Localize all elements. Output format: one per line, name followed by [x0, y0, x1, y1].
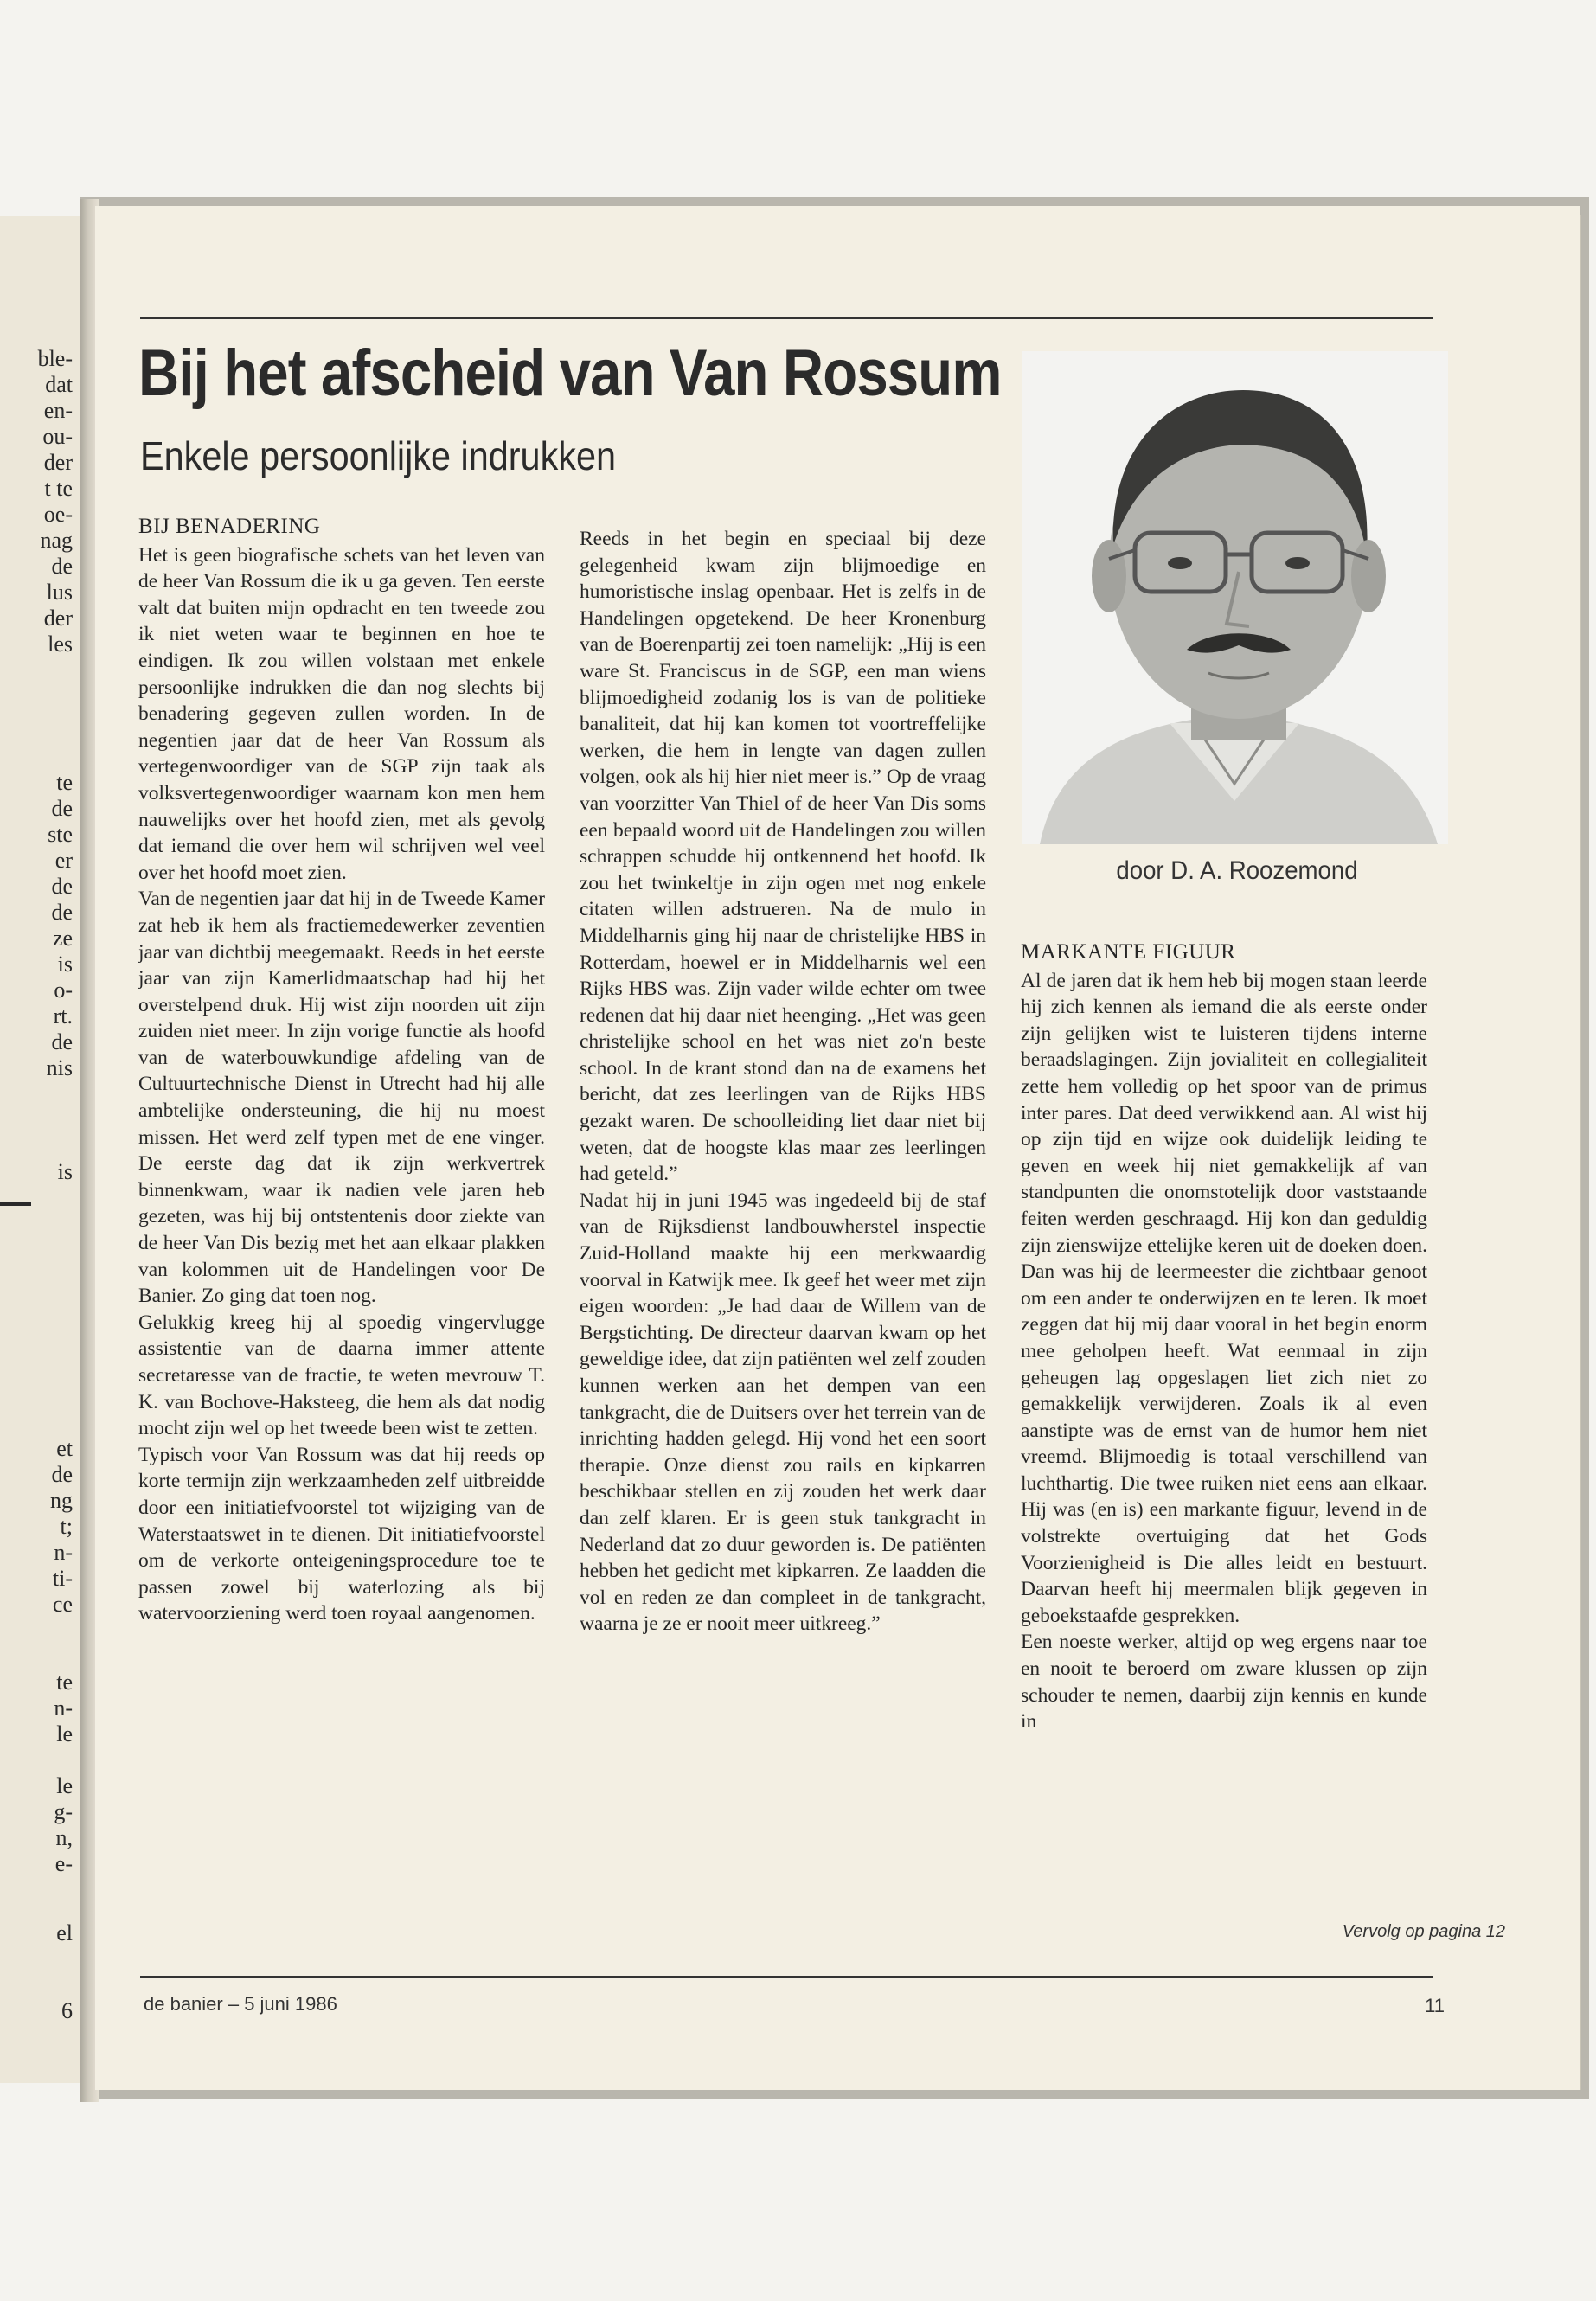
left-page-word-fragment: el [56, 1920, 73, 1945]
continued-on-page: Vervolg op pagina 12 [1342, 1922, 1505, 1941]
text-column-3 [1021, 939, 1427, 1735]
left-page-word-fragment: de [51, 900, 73, 925]
left-page-word-fragment: rt. [53, 1003, 73, 1029]
text-column-2 [580, 526, 986, 1638]
paragraph: Nadat hij in juni 1945 was ingedeeld bij de staf van de Rijksdienst landbouwherstel inspectie Zuid-Holland maakte hij een merkwaardig voorval in Katwijk mee. Ik geef het weer met zijn eigen woorden: „Je had daar de Willem van de Bergstichting. De directeur daarvan kwam op het geweldige idee, dat zijn patiënten wel zelf zouden kunnen werken aan het dempen van een tankgracht, die de Duitsers over het terrein van de inrichting hadden gelegd. Hij vond het een soort therapie. Onze dienst zou rails en kipkarren beschikbaar stellen en zij zouden het werk daar dan zelf klaren. Er is geen stuk tankgracht in Nederland dat zo duur geworden is. De patiënten hebben het gedicht met kipkarren. Ze laadden die vol en reden ze dan compleet in de tankgracht, waarna je ze er nooit meer uitkreeg.” [580, 1189, 986, 1636]
paragraph: Reeds in het begin en speciaal bij deze gelegenheid kwam zijn blijmoedige en humoristische inslag openbaar. Het is zelfs in de Handelingen opgetekend. De heer Kronenburg van de Boerenpartij zei toen namelijk: „Hij is een ware St. Franciscus in de SGP, een man wiens blijmoedigheid zodanig los is van de politieke banaliteit, dat hij kan komen tot voortreffelijke werken, die hem in lengte van dagen zullen volgen, ook als hij hier niet meer is.” Op de vraag van voorzitter Van Thiel of de heer Van Dis soms een bepaald woord uit de Handelingen zou willen schrappen schudde hij ontkennend het hoofd. Ik zou het twinkeltje in zijn ogen met nog enkele citaten willen adstrueren. Na de mulo in Middelharnis ging hij naar de christelijke HBS in Rotterdam, hoewel er in Middelharnis wel een Rijks HBS was. Zijn vader wilde echter om twee redenen dat hij daar niet heenging. „Het was geen christelijke school en het was niet zo'n beste school. In de krant stond dan na de examens het bericht, dat zes leerlingen van de Rijks HBS gezakt waren. De schoolleiding liet daar niet bij weten, dat de hoogste klas maar zes leerlingen had geteld.” [580, 528, 986, 1186]
left-page-word-fragment: et [56, 1436, 73, 1461]
left-page-word-fragment: les [48, 631, 73, 657]
left-page-word-fragment: der [43, 606, 73, 631]
left-page-word-fragment: ou- [42, 424, 73, 449]
paragraph: Van de negentien jaar dat hij in de Tweede Kamer zat heb ik hem als fractiemedewerker zeventien jaar van dichtbij meegemaakt. Reeds in het eerste jaar van zijn Kamerlidmaatschap had hij het overstelpend druk. Hij wist zijn noorden uit zijn zuiden niet meer. In zijn vorige functie als hoofd van de waterbouwkundige afdeling van de Cultuurtechnische Dienst in Utrecht had hij alle ambtelijke ondersteuning, die hij nu moest missen. Het werd zelf typen met de ene vinger. De eerste dag dat ik zijn werkvertrek binnenkwam, waar ik nadien vele jaren heb gezeten, was hij bij ontstentenis door ziekte van de heer Van Dis bezig met het aan elkaar plakken van kolommen uit de Handelingen voor De Banier. Zo ging dat toen nog. [138, 888, 545, 1308]
left-page-word-fragment: de [51, 554, 73, 579]
left-page-word-fragment: o- [54, 977, 73, 1003]
left-page-word-fragment: en- [43, 398, 73, 423]
left-page-word-fragment: de [51, 1029, 73, 1054]
left-page-word-fragment: le [56, 1773, 73, 1798]
left-page-word-fragment: nag [40, 528, 73, 553]
article-subtitle: Enkele persoonlijke indrukken [140, 433, 617, 478]
left-page-word-fragment: de [51, 1462, 73, 1487]
left-page-word-fragment: is [57, 1159, 73, 1184]
top-rule [140, 317, 1433, 319]
left-page-word-fragment: te [56, 770, 73, 795]
article-title: Bij het afscheid van Van Rossum [138, 336, 1002, 410]
left-page-word-fragment: e- [54, 1851, 73, 1876]
bottom-rule [140, 1976, 1433, 1978]
left-page-word-fragment: ze [52, 926, 73, 951]
left-page-word-fragment: ti- [52, 1566, 73, 1591]
left-page-word-fragment: ce [52, 1592, 73, 1617]
previous-page-edge [0, 216, 82, 2083]
left-page-word-fragment: t; [60, 1514, 73, 1539]
page-number: 11 [1425, 1995, 1445, 2016]
magazine-page [95, 206, 1580, 2090]
left-page-word-fragment: n, [55, 1825, 73, 1850]
left-page-word-fragment: nis [46, 1055, 73, 1080]
paragraph: Gelukkig kreeg hij al spoedig vingervlugge assistentie van de daarna immer attente secretaresse van de fractie, te weten mevrouw T. K. van Bochove-Haksteeg, die hem als dat nodig mocht zijn wel op het tweede been wist te zetten. [138, 1311, 545, 1440]
left-page-word-fragment: er [54, 848, 73, 873]
left-page-word-fragment: t te [44, 476, 73, 501]
author-byline: door D. A. Roozemond [1116, 856, 1358, 885]
paragraph: Al de jaren dat ik hem heb bij mogen staan leerde hij zich kennen als iemand die als eerste onder zijn gelijken wist te luisteren tijdens interne beraadslagingen. Zijn jovialiteit en collegialiteit zette hem volledig op het spoor van de primus inter pares. Dat deed verwikkend aan. Al wist hij op zijn tijd en wijze ook duidelijk leiding te geven en week hij niet gemakkelijk af van standpunten die onomstotelijk door vaststaande feiten werden geschraagd. Hij kon dan geduldig zijn zienswijze ettelijke keren uit de doeken doen. Dan was hij de leermeester die zichtbaar genoot om een ander te onderwijzen en te leren. Ik moet zeggen dat hij mij daar vooral in het begin enorm mee geholpen heeft. Wat eenmaal in zijn geheugen lag opgeslagen liet zich niet zo gemakkelijk verwijderen. Zoals ik al even aanstipte was de ernst van de humor hem niet vreemd. Blijmoedig is totaal verschillend van luchthartig. Die twee ruiken niet eens aan elkaar. Hij was (en is) een markante figuur, levend in de volstrekte overtuiging dat het Gods Voorzienigheid is Die alles leidt en bestuurt. Daarvan heeft hij meermalen blijk gegeven in geboekstaafde gesprekken. [1021, 969, 1427, 1627]
left-page-word-fragment: le [56, 1721, 73, 1747]
left-page-word-fragment: is [57, 952, 73, 977]
left-page-word-fragment: 6 [61, 1998, 73, 2023]
left-page-word-fragment: ste [48, 822, 73, 847]
paragraph: Een noeste werker, altijd op weg ergens naar toe en nooit te beroerd om zware klussen op zijn schouder te nemen, daarbij zijn kennis en kunde in [1021, 1631, 1427, 1734]
section-heading: BIJ BENADERING [138, 515, 321, 538]
left-page-word-fragment: dat [45, 372, 73, 397]
left-page-word-fragment: te [56, 1670, 73, 1695]
left-page-word-fragment: lus [46, 580, 73, 605]
left-page-word-fragment: ble- [37, 346, 73, 371]
left-page-word-fragment: g- [54, 1799, 73, 1824]
left-page-word-fragment: de [51, 796, 73, 821]
left-page-divider [0, 1202, 31, 1206]
left-page-word-fragment: ng [50, 1488, 73, 1513]
paragraph: Het is geen biografische schets van het leven van de heer Van Rossum die ik u ga geven. Ten eerste valt dat buiten mijn opdracht en ten tweede zou ik niet weten waar te beginnen en hoe te eindigen. Ik zou willen volstaan met enkele persoonlijke indrukken die dan nog slechts bij benadering gegeven zullen worden. In de negentien jaar dat de heer Van Rossum als vertegenwoordiger van de SGP zijn taak als volksvertegenwoordiger waarnam kon men hem nauwelijks over het hoofd zien, met als gevolg dat iemand die over hem wil schrijven wel veel over het hoofd moet zien. [138, 543, 545, 884]
footer-publication: de banier – 5 juni 1986 [144, 1993, 337, 2015]
left-page-word-fragment: der [43, 450, 73, 475]
paragraph: Typisch voor Van Rossum was dat hij reeds op korte termijn zijn werkzaamheden zelf uitbreidde door een initiatiefvoorstel tot wijziging van de Waterstaatswet in te dienen. Dit initiatiefvoorstel om de verkorte onteigeningsprocedure toe te passen zowel bij waterlozing als bij watervoorziening werd toen royaal aangenomen. [138, 1443, 545, 1625]
left-page-word-fragment: de [51, 874, 73, 899]
left-page-word-fragment: n- [54, 1695, 73, 1721]
text-column-1 [138, 514, 545, 1627]
left-page-word-fragment: oe- [43, 502, 73, 527]
left-page-word-fragment: n- [54, 1540, 73, 1565]
portrait-illustration [1022, 351, 1448, 844]
section-heading: MARKANTE FIGUUR [1021, 940, 1236, 964]
author-portrait-photo [1022, 351, 1448, 844]
